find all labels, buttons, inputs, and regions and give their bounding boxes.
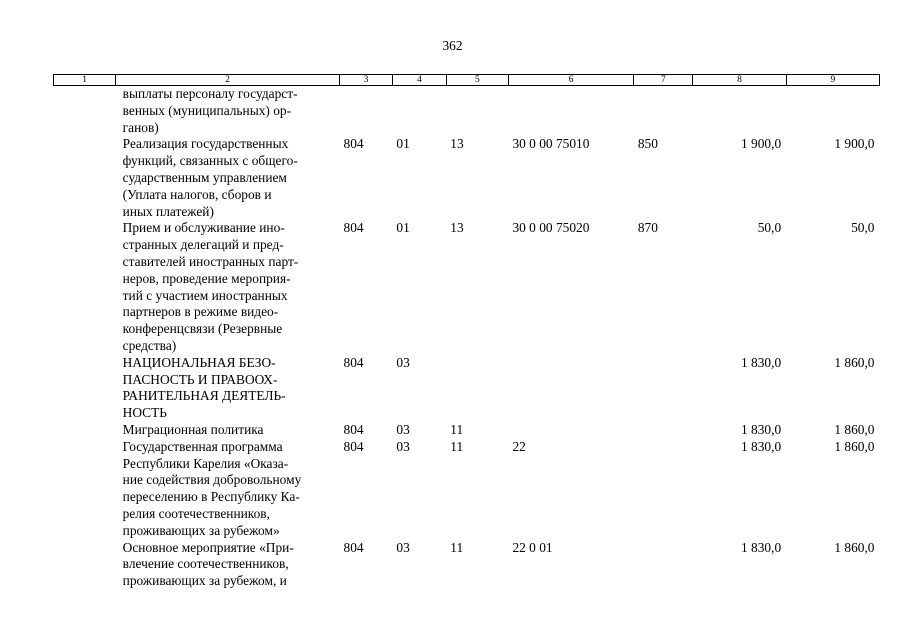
budget-table [53,74,880,590]
table-row [54,439,880,540]
cell-expense-type: 850 [637,136,658,152]
page-number: 362 [442,38,463,53]
column-header: 4 [392,75,446,86]
column-header: 2 [116,75,340,86]
cell-amount-year1: 1 830,0 [740,539,782,555]
cell-expense-type: 870 [637,220,658,236]
cell-subsection: 11 [450,438,464,454]
cell-expense-type [634,422,693,439]
cell-department: 804 [343,136,364,152]
table-row [54,136,880,220]
cell-department: 804 [343,438,364,454]
cell-item-name: Прием и обслуживание ино- странных делегаций и пред- ставителей иностранных парт- неров, проведение мероприя- тий с участием иностранных партнеров в режиме видео- конференцсвязи (Резервные средства) [122,220,299,353]
cell-target-item: 30 0 00 75010 [512,136,590,152]
cell-section: 03 [396,438,410,454]
cell-department: 804 [343,539,364,555]
cell-number [54,355,116,422]
cell-section [392,86,446,137]
cell-target-item [508,86,633,137]
cell-subsection [446,355,508,422]
cell-number [54,439,116,540]
cell-department: 804 [343,354,364,370]
cell-section: 01 [396,136,410,152]
cell-amount-year1: 50,0 [757,220,782,236]
cell-expense-type [634,540,693,590]
cell-department: 804 [343,421,364,437]
cell-target-item: 22 0 01 [512,539,553,555]
cell-target-item [508,422,633,439]
cell-target-item [508,355,633,422]
cell-amount-year1: 1 830,0 [740,354,782,370]
column-header: 9 [786,75,879,86]
cell-item-name: Миграционная политика [122,421,264,437]
column-header: 3 [340,75,393,86]
cell-number [54,540,116,590]
cell-item-name: выплаты персоналу государст- венных (муниципальных) ор- ганов) [122,86,298,135]
cell-subsection: 13 [450,136,464,152]
cell-expense-type [634,439,693,540]
cell-amount-year1 [693,86,786,137]
table-row [54,540,880,590]
cell-item-name: Основное мероприятие «При- влечение соотечественников, проживающих за рубежом, и [122,539,294,589]
table-body [54,86,880,590]
cell-expense-type [634,355,693,422]
cell-amount-year1: 1 830,0 [740,438,782,454]
cell-number [54,136,116,220]
table-row [54,86,880,137]
column-header: 6 [508,75,633,86]
cell-subsection [446,86,508,137]
cell-subsection: 11 [450,421,464,437]
column-header: 1 [54,75,116,86]
cell-amount-year2: 1 900,0 [834,136,875,152]
cell-amount-year1: 1 830,0 [740,421,782,437]
column-header: 5 [446,75,508,86]
cell-number [54,86,116,137]
cell-subsection: 13 [450,220,464,236]
cell-section: 03 [396,354,410,370]
column-header: 8 [693,75,786,86]
table-row [54,422,880,439]
cell-amount-year2: 1 860,0 [834,438,875,454]
header-row [54,75,880,86]
cell-section: 03 [396,539,410,555]
cell-subsection: 11 [450,539,464,555]
cell-department: 804 [343,220,364,236]
cell-target-item: 22 [512,438,526,454]
cell-item-name: Реализация государственных функций, связанных с общего- сударственным управлением (Уплата налогов, сборов и иных платежей) [122,136,298,219]
cell-department [340,86,393,137]
cell-section: 03 [396,421,410,437]
table-row [54,355,880,422]
cell-amount-year2: 50,0 [851,220,875,236]
cell-amount-year2: 1 860,0 [834,421,875,437]
cell-section: 01 [396,220,410,236]
cell-number [54,422,116,439]
cell-amount-year2: 1 860,0 [834,539,875,555]
cell-number [54,220,116,354]
table-row [54,220,880,354]
cell-expense-type [634,86,693,137]
cell-amount-year2: 1 860,0 [834,354,875,370]
cell-item-name: НАЦИОНАЛЬНАЯ БЕЗО- ПАСНОСТЬ И ПРАВООХ- РАНИТЕЛЬНАЯ ДЕЯТЕЛЬ- НОСТЬ [122,354,286,421]
cell-amount-year1: 1 900,0 [740,136,782,152]
cell-item-name: Государственная программа Республики Карелия «Оказа- ние содействия добровольному переселению в Республику Ка- релия соотечественников, проживающих за рубежом» [122,438,302,538]
cell-target-item: 30 0 00 75020 [512,220,590,236]
cell-amount-year2 [786,86,879,137]
column-header: 7 [634,75,693,86]
